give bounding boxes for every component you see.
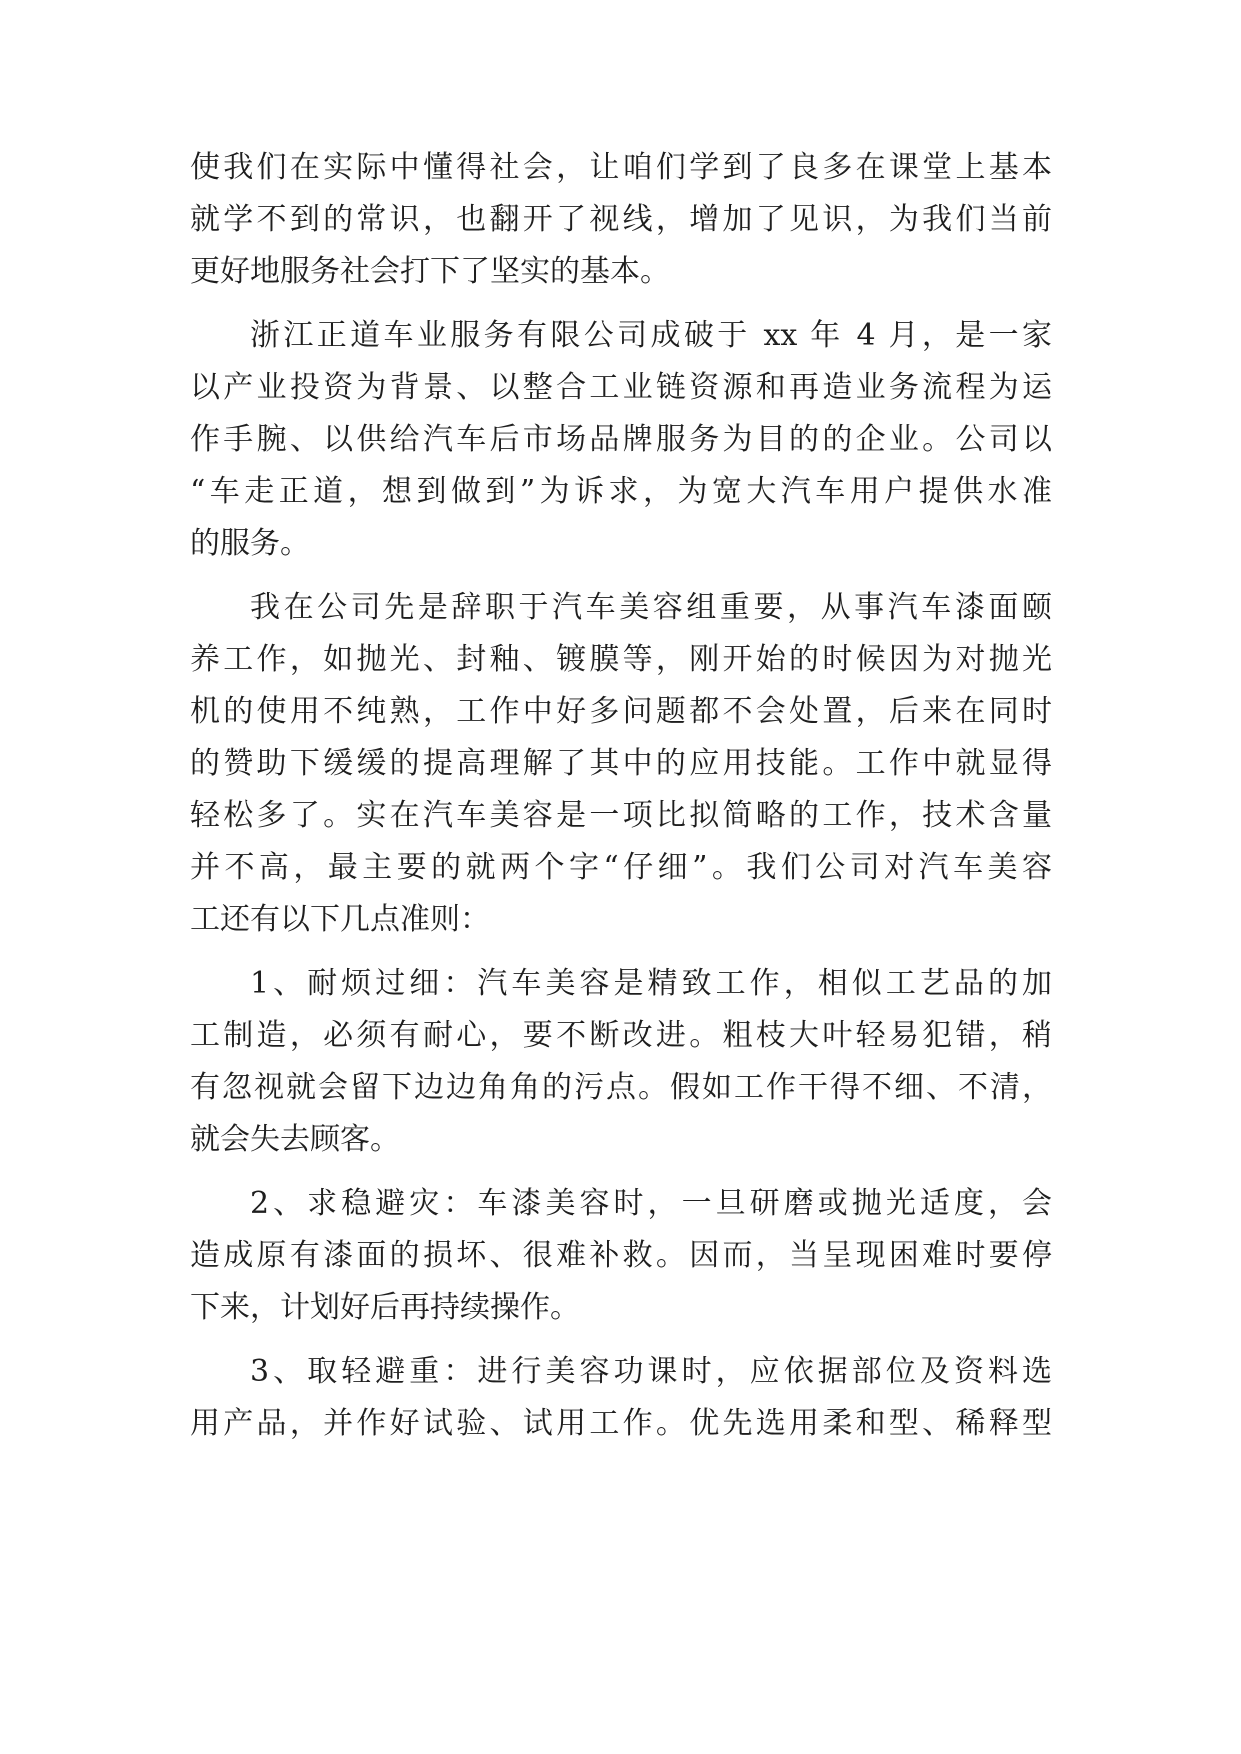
paragraph-first-line: 3、取轻避重：进行美容功课时，应依据部位及资料选 <box>250 1354 1052 1389</box>
text-line: 机的使用不纯熟，工作中好多问题都不会处置，后来在同时 <box>190 694 1052 729</box>
paragraph-first-line: 浙江正道车业服务有限公司成破于 xx 年 4 月，是一家 <box>250 318 1052 353</box>
text-line: 用产品，并作好试验、试用工作。优先选用柔和型、稀释型 <box>190 1406 1052 1441</box>
text-line: 使我们在实际中懂得社会，让咱们学到了良多在课堂上基本 <box>190 150 1052 185</box>
text-line: 以产业投资为背景、以整合工业链资源和再造业务流程为运 <box>190 370 1052 405</box>
text-line: 轻松多了。实在汽车美容是一项比拟简略的工作，技术含量 <box>190 798 1052 833</box>
paragraph-first-line: 我在公司先是辞职于汽车美容组重要，从事汽车漆面颐 <box>250 590 1052 625</box>
text-line: 养工作，如抛光、封釉、镀膜等，刚开始的时候因为对抛光 <box>190 642 1052 677</box>
text-line: 就会失去顾客。 <box>190 1122 400 1157</box>
text-line: “车走正道，想到做到”为诉求，为宽大汽车用户提供水准 <box>190 474 1052 509</box>
text-line: 并不高，最主要的就两个字“仔细”。我们公司对汽车美容 <box>190 850 1052 885</box>
text-line: 工还有以下几点准则： <box>190 902 490 937</box>
text-line: 的服务。 <box>190 526 310 561</box>
text-line: 工制造，必须有耐心，要不断改进。粗枝大叶轻易犯错，稍 <box>190 1018 1052 1053</box>
paragraph-first-line: 2、求稳避灾：车漆美容时，一旦研磨或抛光适度，会 <box>250 1186 1052 1221</box>
text-line: 造成原有漆面的损坏、很难补救。因而，当呈现困难时要停 <box>190 1238 1052 1273</box>
text-line: 就学不到的常识，也翻开了视线，增加了见识，为我们当前 <box>190 202 1052 237</box>
text-line: 作手腕、以供给汽车后市场品牌服务为目的的企业。公司以 <box>190 422 1052 457</box>
text-line: 有忽视就会留下边边角角的污点。假如工作干得不细、不清， <box>190 1070 1052 1105</box>
text-line: 更好地服务社会打下了坚实的基本。 <box>190 254 670 289</box>
paragraph-first-line: 1、耐烦过细：汽车美容是精致工作，相似工艺品的加 <box>250 966 1052 1001</box>
text-line: 的赞助下缓缓的提高理解了其中的应用技能。工作中就显得 <box>190 746 1052 781</box>
text-line: 下来，计划好后再持续操作。 <box>190 1290 580 1325</box>
